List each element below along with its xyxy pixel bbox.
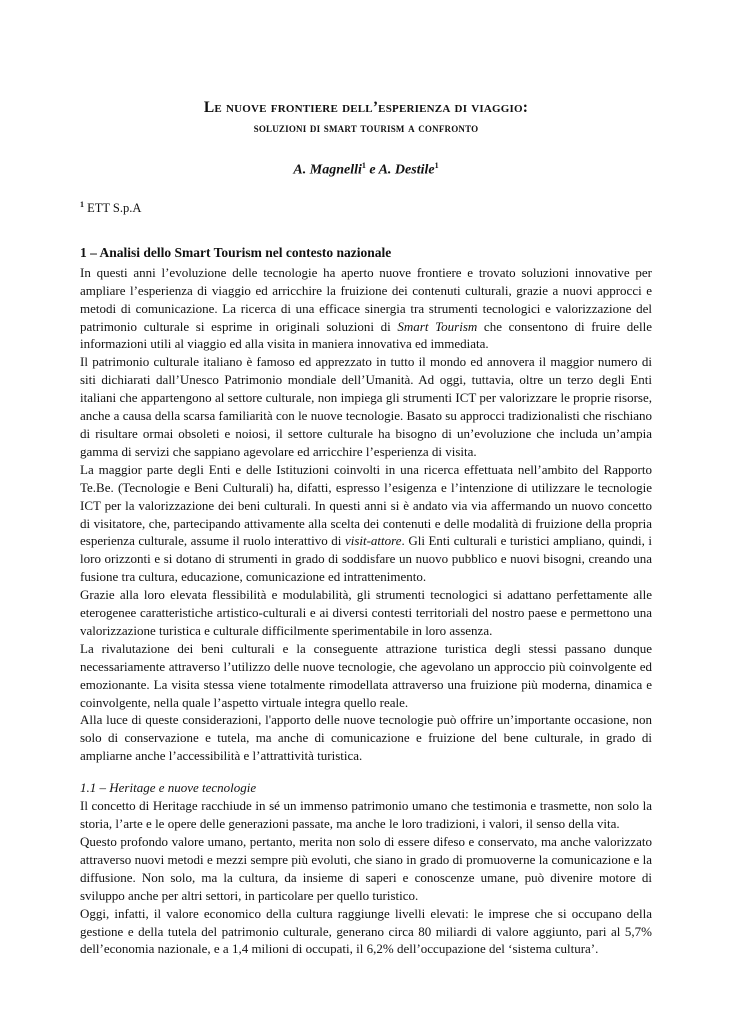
authors bbox=[80, 161, 652, 179]
author-2: A. Destile bbox=[378, 162, 435, 178]
section-1-paragraph-6: Alla luce di queste considerazioni, l'apporto delle nuove tecnologie può offrire un’importante occasione, non solo di conservazione e tutela, ma anche di comunicazione e fruizione del bene culturale, in grado di ampliarne anche l’accessibilità e l’attrattività turistica. bbox=[80, 712, 652, 764]
section-1-paragraph-1: In questi anni l’evoluzione delle tecnologie ha aperto nuove frontiere e trovato soluzioni innovative per ampliare l’esperienza di viaggio ed arricchire la fruizione dei contenuti culturali, grazie a nuovi approcci e metodi di comunicazione. La ricerca di una efficace sinergia tra strumenti tecnologici e valorizzazione del patrimonio culturale si esprime in originali soluzioni di Smart Tourism che consentono di fruire delle informazioni utili al viaggio ed alla visita in maniera innovativa ed immediata. bbox=[80, 264, 652, 352]
section-1-1-paragraph-1: Il concetto di Heritage racchiude in sé un immenso patrimonio umano che testimonia e trasmette, non solo la storia, l’arte e le opere delle generazioni passate, ma anche le loro tradizioni, i valori, il senso della vita. bbox=[80, 798, 652, 832]
section-1-heading: 1 – Analisi dello Smart Tourism nel contesto nazionale bbox=[80, 244, 392, 260]
document-page bbox=[80, 98, 652, 958]
affiliation-sup: 1 bbox=[80, 199, 84, 209]
section-1-1-heading: 1.1 – Heritage e nuove tecnologie bbox=[80, 780, 257, 796]
author-1: A. Magnelli bbox=[293, 162, 362, 178]
author-1-sup: 1 bbox=[361, 161, 366, 170]
section-1-1-paragraph-3: Oggi, infatti, il valore economico della cultura raggiunge livelli elevati: le imprese che si occupano della gestione e della tutela del patrimonio culturale, generano circa 80 miliardi di valore aggiunto, pari al 5,7% dell’economia nazionale, e a 1,4 milioni di occupati, il 6,2% dell’occupazione del ‘sistema cultura’. bbox=[80, 905, 652, 957]
affiliation bbox=[80, 200, 652, 216]
section-1-paragraph-2: Il patrimonio culturale italiano è famoso ed apprezzato in tutto il mondo ed annovera il maggior numero di siti dichiarati dall’Unesco Patrimonio mondiale dell’Umanità. Ad oggi, tuttavia, oltre un terzo degli Enti italiani che appartengono al settore culturale, non impiega gli strumenti ICT per valorizzare le proprie risorse, anche a causa della scarsa familiarità con le nuove tecnologie. Basato su approcci tradizionalisti che rischiano di risultare ormai obsoleti e noiosi, il settore culturale ha bisogno di un’evoluzione che includa un’ampia gamma di servizi che sappiano agevolare ed arricchire l’esperienza di visita. bbox=[80, 354, 652, 459]
author-2-sup: 1 bbox=[434, 161, 439, 170]
section-1-paragraph-3: La maggior parte degli Enti e delle Istituzioni coinvolti in una ricerca effettuata nell’ambito del Rapporto Te.Be. (Tecnologie e Beni Culturali) ha, difatti, espresso l’esigenza e l’intenzione di utilizzare le tecnologie ICT per la valorizzazione dei beni culturali. In questi anni si è andato via via affermando un nuovo concetto di visitatore, che, partecipando attivamente alla scelta dei contenuti e delle modalità di fruizione della propria esperienza culturale, assume il ruolo interattivo di visit-attore. Gli Enti culturali e turistici ampliano, quindi, i loro orizzonti e si dotano di strumenti in grado di soddisfare un nuovo pubblico e nuovi bisogni, creando una fusione tra cultura, educazione, comunicazione ed intrattenimento. bbox=[80, 461, 652, 585]
section-1-paragraph-5: La rivalutazione dei beni culturali e la conseguente attrazione turistica degli stessi passano dunque necessariamente attraverso l’utilizzo delle nuove tecnologie, che agevolano un approccio più coinvolgente ed emozionante. La visita stessa viene totalmente rimodellata attraverso una fruizione più moderna, dinamica e coinvolgente, nella quale l’aspetto virtuale integra quello reale. bbox=[80, 640, 652, 710]
affiliation-text: ETT S.p.A bbox=[87, 200, 142, 215]
title-line-2: soluzioni di smart tourism a confronto bbox=[253, 120, 479, 135]
section-1-paragraph-4: Grazie alla loro elevata flessibilità e modulabilità, gli strumenti tecnologici si adattano perfettamente alle eterogenee caratteristiche artistico-culturali e ai diversi contesti territoriali del nostro paese e permettono una valorizzazione turistica e culturale difficilmente sperimentabile in loro assenza. bbox=[80, 587, 652, 638]
author-joiner: e bbox=[365, 162, 379, 178]
title-line-1: Le nuove frontiere dell’esperienza di viaggio: bbox=[203, 99, 529, 116]
section-1-1-paragraph-2: Questo profondo valore umano, pertanto, merita non solo di essere difeso e conservato, ma anche valorizzato attraverso nuovi metodi e mezzi sempre più evoluti, che siano in grado di promuoverne la comunicazione e la diffusione. Non solo, ma la cultura, da insieme di saperi e conoscenze umane, può divenire motore di sviluppo anche per altri settori, in particolare per quello turistico. bbox=[80, 834, 652, 903]
